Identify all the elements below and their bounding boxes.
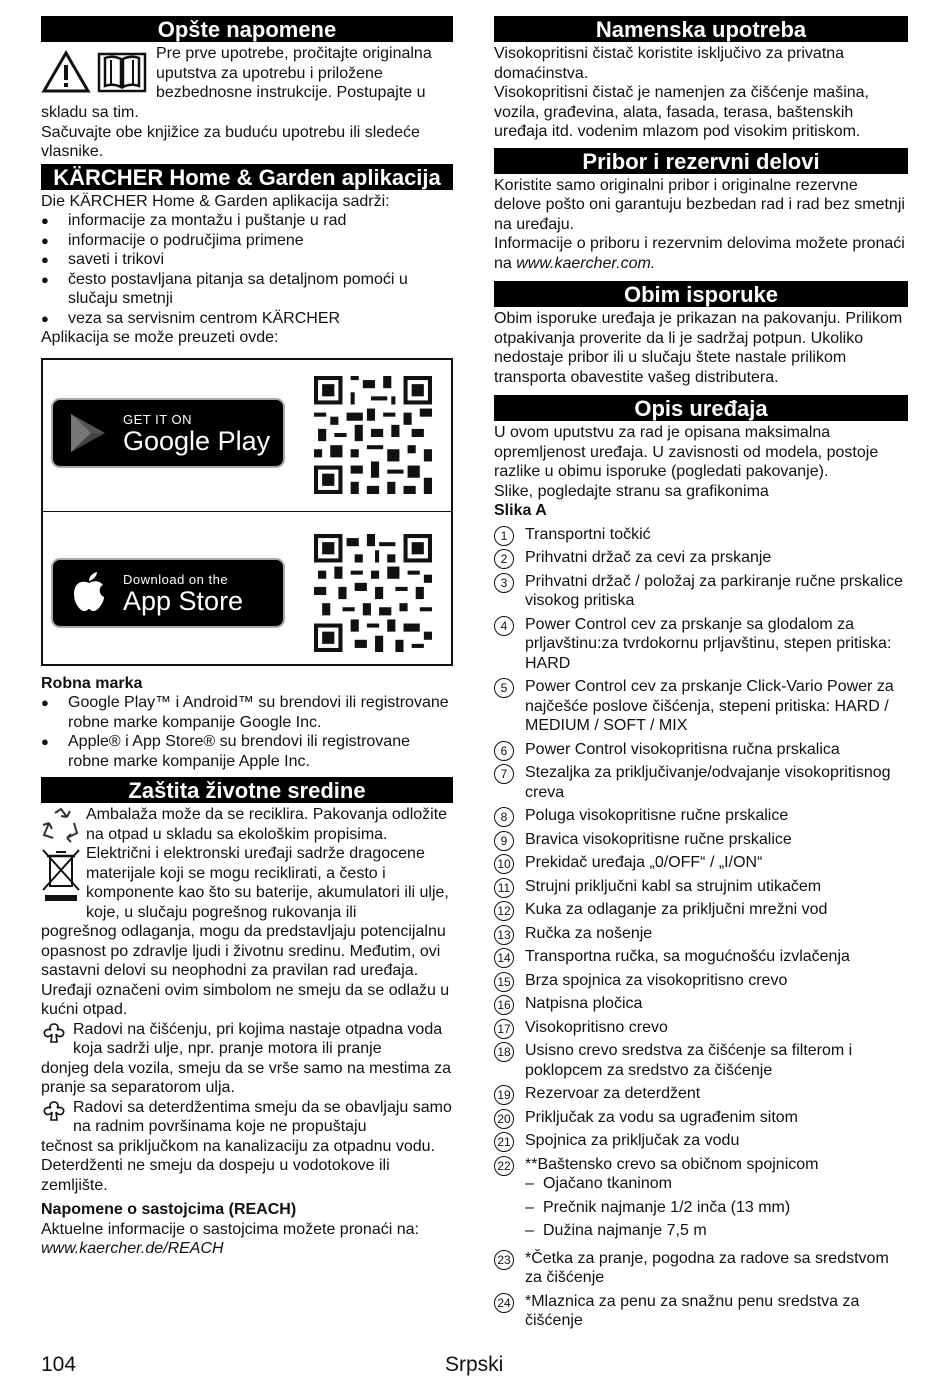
- app-store-badge[interactable]: Download on the App Store: [51, 558, 285, 628]
- list-item: 1 Transportni točkić: [494, 525, 908, 545]
- right-column: Namenska upotreba Visokopritisni čistač koristite isključivo za privatna domaćinstva. Visokopritisni čistač je namenjen za čišćenje mašina, vozila, građevina, alata, fasada, terasa, baštenskih uređaja itd. vodenim mlazom pod visokim pritiskom. Pribor i rezervni delovi Koristite samo originalni pribor i originalne rezervne delove pošto oni garantuju bezbedan rad i rad bez smetnji na uređaju. Informacije o priboru i rezervnim delovima možete pronaći na www.kaercher.com. Obim isporuke Obim isporuke uređaja je prikazan na pakovanju. Prilikom otpakivanja proverite da li je sadržaj potpun. Ukoliko nedostaje pribor ili u slučaju štete nastale prilikom transporta obavestite vašeg distributera. Opis uređaja U ovom uputstvu za rad je opisana maksimalna opremljenost uređaja. U zavisnosti od modela, postoje razlike u obimu isporuke (pogledati pakovanje). Slike, pogledajte stranu sa grafikonima Slika A 1 Transportni točkić 2 Prihvatni držač za cevi za prskanje 3 Prihvatni držač / položaj za parkiranje ručne prskalice visokog pritiska 4 Power Control cev za prskanje sa glodalom za prljavštinu:za tvrdokornu prljavštinu, stepen pritiska: HARD 5 Power Control cev za prskanje Click-Vario Power za najčešće poslove čišćenja, stepeni pritiska: HARD / MEDIUM / SOFT / MIX 6 Power Control visokopritisna ručna prskalica 7 Stezaljka za priključivanje/odvajanje visokopritisnog creva 8 Poluga visokopritisne ručne prskalice 9 Bravica visokopritisne ručne prskalice 10 Prekidač uređaja „0/OFF“ / „I/ON“ 11 Strujni priključni kabl sa strujnim utikačem 12 Kuka za odlaganje za priključni mrežni vod 13 Ručka za nošenje 14 Transportna ručka, sa mogućnošću izvlačenja 15 Brza spojnica za visokopritisno crevo 16 Natpisna pločica 17 Visokopritisno crevo 18 Usisno crevo sredstva za čišćenje sa filterom i poklopcem za sredstvo za čišćenje 19 Rezervoar za deterdžent 20 Priključak za vodu sa ugrađenim sitom 21 Spojnica za priključak za vodu 22 **Baštensko crevo sa običnom spojnicom – Ojačano tkaninom – Prečnik najmanje 1/2 inča (13 mm) – Dužina najmanje 7,5 m 23 *Četka za pranje, pogodna za radove sa sredstvom za čišćenje 24 *Mlaznica za penu za snažnu penu sredstva za čišćenje: [494, 16, 908, 1335]
- list-item: – Ojačano tkaninom: [525, 1174, 908, 1194]
- weee-note: Električni i elektronski uređaji sadrže dragocene materijale koji se mogu reciklirati, a često i komponente kao što su baterije, akumulatori ili ulje, koje, u slučaju pogrešnog rukovanja ili: [41, 844, 453, 922]
- google-play-qr-code: [314, 376, 432, 494]
- list-item: 23 *Četka za pranje, pogodna za radove sa sredstvom za čišćenje: [494, 1249, 908, 1288]
- list-item: 5 Power Control cev za prskanje Click-Vario Power za najčešće poslove čišćenja, stepeni pritiska: HARD / MEDIUM / SOFT / MIX: [494, 677, 908, 736]
- list-item: ● Google Play™ i Android™ su brendovi ili registrovane robne marke kompanije Google Inc.: [41, 693, 453, 732]
- recycling-note: Ambalaža može da se reciklira. Pakovanja odložite na otpad u skladu sa ekološkim propisima.: [41, 805, 453, 844]
- page-language: Srpski: [445, 1353, 504, 1376]
- section-title-description: Opis uređaja: [494, 395, 908, 421]
- manual-book-icon: [97, 50, 147, 94]
- section-title-app: KÄRCHER Home & Garden aplikacija: [41, 164, 453, 190]
- list-item: 9 Bravica visokopritisne ručne prskalice: [494, 830, 908, 850]
- list-item: 13 Ručka za nošenje: [494, 924, 908, 944]
- list-item: 15 Brza spojnica za visokopritisno crevo: [494, 971, 908, 991]
- section-title-intended-use: Namenska upotreba: [494, 16, 908, 42]
- google-play-row: [43, 360, 451, 512]
- list-item: – Prečnik najmanje 1/2 inča (13 mm): [525, 1198, 908, 1218]
- list-item: ● često postavljana pitanja sa detaljnom pomoći u slučaju smetnji: [41, 270, 453, 309]
- parts-list: [494, 525, 908, 1331]
- detergent-note: Radovi sa deterdžentima smeju da se obavljaju samo na radnim površinama koje ne propuštaju: [41, 1098, 453, 1137]
- google-play-icon: [67, 412, 109, 454]
- list-item: 16 Natpisna pločica: [494, 994, 908, 1014]
- list-item: 6 Power Control visokopritisna ručna prskalica: [494, 740, 908, 760]
- list-item: – Dužina najmanje 7,5 m: [525, 1221, 908, 1241]
- list-item: 2 Prihvatni držač za cevi za prskanje: [494, 548, 908, 568]
- page-number: 104: [41, 1353, 77, 1376]
- app-store-row: [43, 512, 451, 663]
- list-item: 7 Stezaljka za priključivanje/odvajanje visokopritisnog creva: [494, 763, 908, 802]
- app-features-list: [41, 211, 453, 328]
- brand-heading: Robna marka: [41, 674, 143, 692]
- list-item: ● veza sa servisnim centrom KÄRCHER: [41, 309, 453, 329]
- left-column: Opšte napomene Pre prve upotrebe, pročitajte originalna uputstva za upotrebu i priložene bezbednosne instrukcije. Postupajte u skladu sa tim. Sačuvajte obe knjižice za buduću upotrebu ili sledeće vlasnike. KÄRCHER Home & Garden aplikacija Die KÄRCHER Home & Garden aplikacija sadrži: ● informacije za montažu i puštanje u rad ● informacije o područjima primene ● saveti i trikovi ● često postavljana pitanja sa detaljnom pomoći u slučaju smetnji ● veza sa servisnim centrom KÄRCHER Aplikacija se može preuzeti ovde: GET IT ON Google Play Download on the App Store Robna marka ● Google Play™ i Android™ su brendovi ili registrovane robne marke kompanije Google Inc. ● Apple® i App Store® su brendovi ili registrovane robne marke kompanije Apple Inc. Zaštita životne sredine Ambalaža može da se reciklira. Pakovanja odložite na otpad u skladu sa ekološkim propisima. Električni i elektronski uređaji sadrže dragocene materijale koji se mogu reciklirati, a često i komponente kao što su baterije, akumulatori ili ulje, koje, u slučaju pogrešnog rukovanja ili pogrešnog odlaganja, mogu da predstavljaju potencijalnu opasnost po zdravlje ljudi i životnu sredinu. Međutim, ovi sastavni delovi su neophodni za pravilan rad uređaja. Uređaji označeni ovim simbolom ne smeju da se odlažu u kućni otpad. Radovi na čišćenju, pri kojima nastaje otpadna voda koja sadrži ulje, npr. pranje motora ili pranje donjeg dela vozila, smeju da se vrše samo na mestima za pranje sa separatorom ulja. Radovi sa deterdžentima smeju da se obavljaju samo na radnim površinama koje ne propuštaju tečnost sa priključkom na kanalizaciju za otpadnu vodu. Deterdženti ne smeju da dospeju u vodotokove ili zemljište. Napomene o sastojcima (REACH) Aktuelne informacije o sastojcima možete pronaći na: www.kaercher.de/REACH: [41, 16, 453, 1259]
- list-item: 18 Usisno crevo sredstva za čišćenje sa filterom i poklopcem za sredstvo za čišćenje: [494, 1041, 908, 1080]
- apple-logo-icon: [71, 571, 107, 613]
- list-item: 19 Rezervoar za deterdžent: [494, 1084, 908, 1104]
- list-item: 4 Power Control cev za prskanje sa glodalom za prljavštinu:za tvrdokornu prljavštinu, stepen pritiska: HARD: [494, 615, 908, 674]
- figure-label: Slika A: [494, 502, 547, 519]
- list-item: 24 *Mlaznica za penu za snažnu penu sredstva za čišćenje: [494, 1292, 908, 1331]
- hose-requirements: [525, 1174, 908, 1241]
- environment-hint-icon: [41, 1100, 67, 1122]
- crossed-bin-icon: [41, 846, 81, 902]
- section-title-general: Opšte napomene: [41, 16, 453, 42]
- oil-wastewater-note: Radovi na čišćenju, pri kojima nastaje otpadna voda koja sadrži ulje, npr. pranje motora ili pranje: [41, 1020, 453, 1059]
- list-item: 12 Kuka za odlaganje za priključni mrežni vod: [494, 900, 908, 920]
- list-item: 3 Prihvatni držač / položaj za parkiranje ručne prskalice visokog pritiska: [494, 572, 908, 611]
- google-play-badge[interactable]: GET IT ON Google Play: [51, 398, 285, 468]
- general-notes: Pre prve upotrebe, pročitajte originalna uputstva za upotrebu i priložene bezbednosne instrukcije. Postupajte u: [41, 44, 453, 103]
- list-item: 17 Visokopritisno crevo: [494, 1018, 908, 1038]
- list-item: 20 Priključak za vodu sa ugrađenim sitom: [494, 1108, 908, 1128]
- reach-heading: Napomene o sastojcima (REACH): [41, 1201, 297, 1218]
- environment-hint-icon: [41, 1022, 67, 1044]
- app-store-box: [41, 358, 453, 666]
- list-item: 11 Strujni priključni kabl sa strujnim utikačem: [494, 877, 908, 897]
- app-store-qr-code: [314, 534, 432, 652]
- section-title-accessories: Pribor i rezervni delovi: [494, 148, 908, 174]
- brand-list: [41, 693, 453, 771]
- list-item: ● Apple® i App Store® su brendovi ili registrovane robne marke kompanije Apple Inc.: [41, 732, 453, 771]
- list-item: 14 Transportna ručka, sa mogućnošću izvlačenja: [494, 947, 908, 967]
- list-item: 21 Spojnica za priključak za vodu: [494, 1131, 908, 1151]
- reach-link[interactable]: www.kaercher.de/REACH: [41, 1240, 224, 1257]
- list-item: 22 **Baštensko crevo sa običnom spojnicom – Ojačano tkaninom – Prečnik najmanje 1/2 inča (13 mm) – Dužina najmanje 7,5 m: [494, 1155, 908, 1241]
- warning-triangle-icon: [41, 50, 91, 94]
- list-item: ● informacije o područjima primene: [41, 231, 453, 251]
- list-item: ● informacije za montažu i puštanje u rad: [41, 211, 453, 231]
- section-title-environment: Zaštita životne sredine: [41, 777, 453, 803]
- recycling-icon: [41, 807, 81, 843]
- section-title-scope: Obim isporuke: [494, 281, 908, 307]
- list-item: 8 Poluga visokopritisne ručne prskalice: [494, 806, 908, 826]
- list-item: 10 Prekidač uređaja „0/OFF“ / „I/ON“: [494, 853, 908, 873]
- list-item: ● saveti i trikovi: [41, 250, 453, 270]
- kaercher-link[interactable]: www.kaercher.com.: [516, 254, 656, 272]
